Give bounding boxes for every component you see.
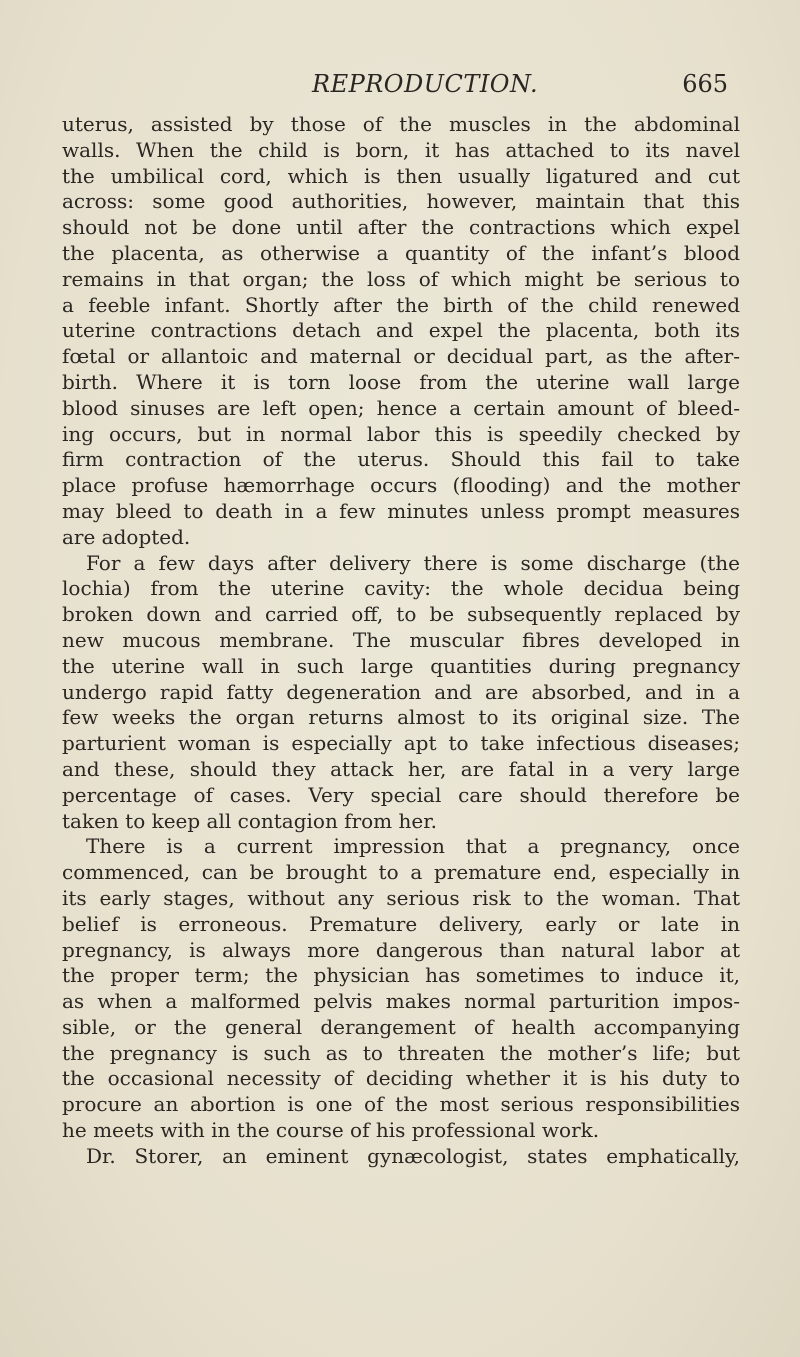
text-line: may bleed to death in a few minutes unless prompt measures bbox=[62, 498, 740, 523]
text-line: few weeks the organ returns almost to its original size. The bbox=[62, 705, 740, 730]
text-line: taken to keep all contagion from her. bbox=[62, 808, 437, 833]
text-line: belief is erroneous. Premature delivery, early or late in bbox=[62, 911, 740, 936]
text-line: new mucous membrane. The muscular fibres developed in bbox=[62, 627, 740, 652]
text-line: undergo rapid fatty degeneration and are absorbed, and in a bbox=[62, 679, 740, 704]
text-line: the placenta, as otherwise a quantity of the infant’s blood bbox=[62, 240, 740, 265]
text-line: he meets with in the course of his professional work. bbox=[62, 1118, 600, 1143]
text-line: the uterine wall in such large quantities during pregnancy bbox=[62, 653, 740, 678]
text-line: firm contraction of the uterus. Should this fail to take bbox=[62, 447, 740, 472]
text-line: There is a current impression that a pregnancy, once bbox=[86, 834, 740, 859]
text-line: commenced, can be brought to a premature end, especially in bbox=[62, 860, 740, 885]
text-line: walls. When the child is born, it has attached to its navel bbox=[62, 137, 740, 162]
text-line: its early stages, without any serious risk to the woman. That bbox=[62, 885, 740, 910]
text-line: birth. Where it is torn loose from the uterine wall large bbox=[62, 369, 740, 394]
text-line: remains in that organ; the loss of which might be serious to bbox=[62, 266, 740, 291]
body-text bbox=[62, 112, 740, 1332]
text-line: a feeble infant. Shortly after the birth of the child renewed bbox=[62, 292, 740, 317]
text-line: parturient woman is especially apt to take infectious diseases; bbox=[62, 731, 740, 756]
page-header bbox=[100, 70, 740, 100]
running-head: REPRODUCTION. bbox=[312, 70, 539, 98]
text-line: across: some good authorities, however, maintain that this bbox=[62, 189, 740, 214]
text-line: percentage of cases. Very special care should therefore be bbox=[62, 782, 740, 807]
text-line: procure an abortion is one of the most serious responsibilities bbox=[62, 1092, 740, 1117]
text-line: place profuse hæmorrhage occurs (flooding) and the mother bbox=[62, 473, 740, 498]
text-line: blood sinuses are left open; hence a certain amount of bleed- bbox=[62, 395, 740, 420]
text-line: For a few days after delivery there is some discharge (the bbox=[86, 550, 740, 575]
text-line: sible, or the general derangement of health accompanying bbox=[62, 1014, 740, 1039]
text-line: uterine contractions detach and expel the placenta, both its bbox=[62, 318, 740, 343]
text-line: should not be done until after the contractions which expel bbox=[62, 215, 740, 240]
text-line: the occasional necessity of deciding whether it is his duty to bbox=[62, 1066, 740, 1091]
page-number: 665 bbox=[682, 70, 728, 98]
text-line: lochia) from the uterine cavity: the whole decidua being bbox=[62, 576, 740, 601]
text-line: pregnancy, is always more dangerous than natural labor at bbox=[62, 937, 740, 962]
text-line: Dr. Storer, an eminent gynæcologist, states emphatically, bbox=[86, 1143, 740, 1168]
text-line: as when a malformed pelvis makes normal parturition impos- bbox=[62, 989, 740, 1014]
text-line: uterus, assisted by those of the muscles in the abdominal bbox=[62, 112, 740, 136]
text-line: the pregnancy is such as to threaten the mother’s life; but bbox=[62, 1040, 740, 1065]
text-line: ing occurs, but in normal labor this is speedily checked by bbox=[62, 421, 740, 446]
text-line: broken down and carried off, to be subsequently replaced by bbox=[62, 602, 740, 627]
text-line: the proper term; the physician has sometimes to induce it, bbox=[62, 963, 740, 988]
text-line: and these, should they attack her, are fatal in a very large bbox=[62, 756, 740, 781]
text-line: fœtal or allantoic and maternal or decidual part, as the after- bbox=[62, 344, 740, 369]
text-line: the umbilical cord, which is then usually ligatured and cut bbox=[62, 163, 740, 188]
text-line: are adopted. bbox=[62, 524, 191, 549]
